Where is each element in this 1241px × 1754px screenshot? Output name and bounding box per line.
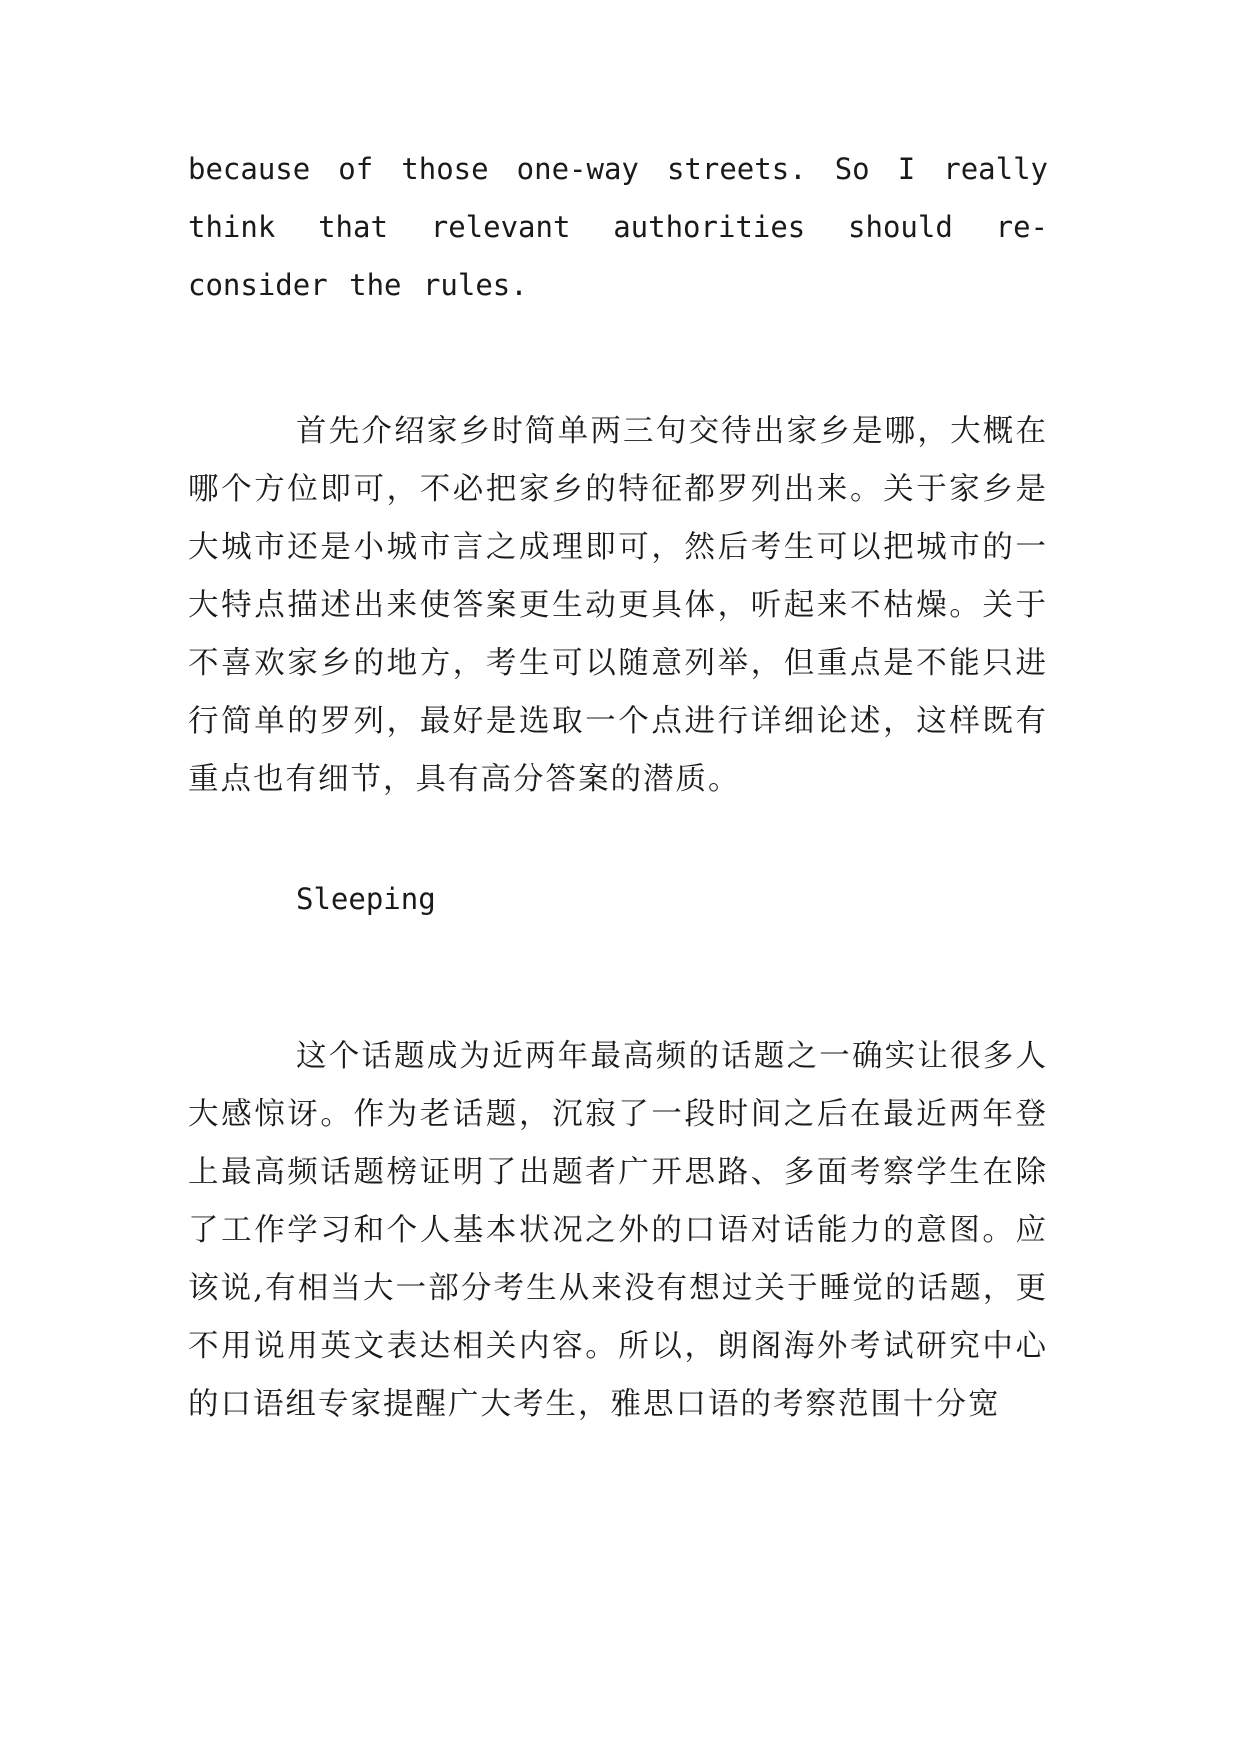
paragraph-sleeping-intro: 这个话题成为近两年最高频的话题之一确实让很多人大感惊讶。作为老话题，沉寂了一段时间之后在最近两年登上最高频话题榜证明了出题者广开思路、多面考察学生在除了工作学习和个人基本状况之外的口语对话能力的意图。应该说,有相当大一部分考生从来没有想过关于睡觉的话题，更不用说用英文表达相关内容。所以，朗阁海外考试研究中心的口语组专家提醒广大考生，雅思口语的考察范围十分宽 <box>188 1039 1048 1422</box>
section-heading: Sleeping <box>296 882 436 916</box>
paragraph-hometown-advice: 首先介绍家乡时简单两三句交待出家乡是哪，大概在哪个方位即可，不必把家乡的特征都罗列出来。关于家乡是大城市还是小城市言之成理即可，然后考生可以把城市的一大特点描述出来使答案更生动更具体，听起来不枯燥。关于不喜欢家乡的地方，考生可以随意列举，但重点是不能只进行简单的罗列，最好是选取一个点进行详细论述，这样既有重点也有细节，具有高分答案的潜质。 <box>188 414 1048 797</box>
paragraph-continuation: because of those one-way streets. So I really think that relevant authorities should re-consider the rules. <box>188 152 1048 302</box>
